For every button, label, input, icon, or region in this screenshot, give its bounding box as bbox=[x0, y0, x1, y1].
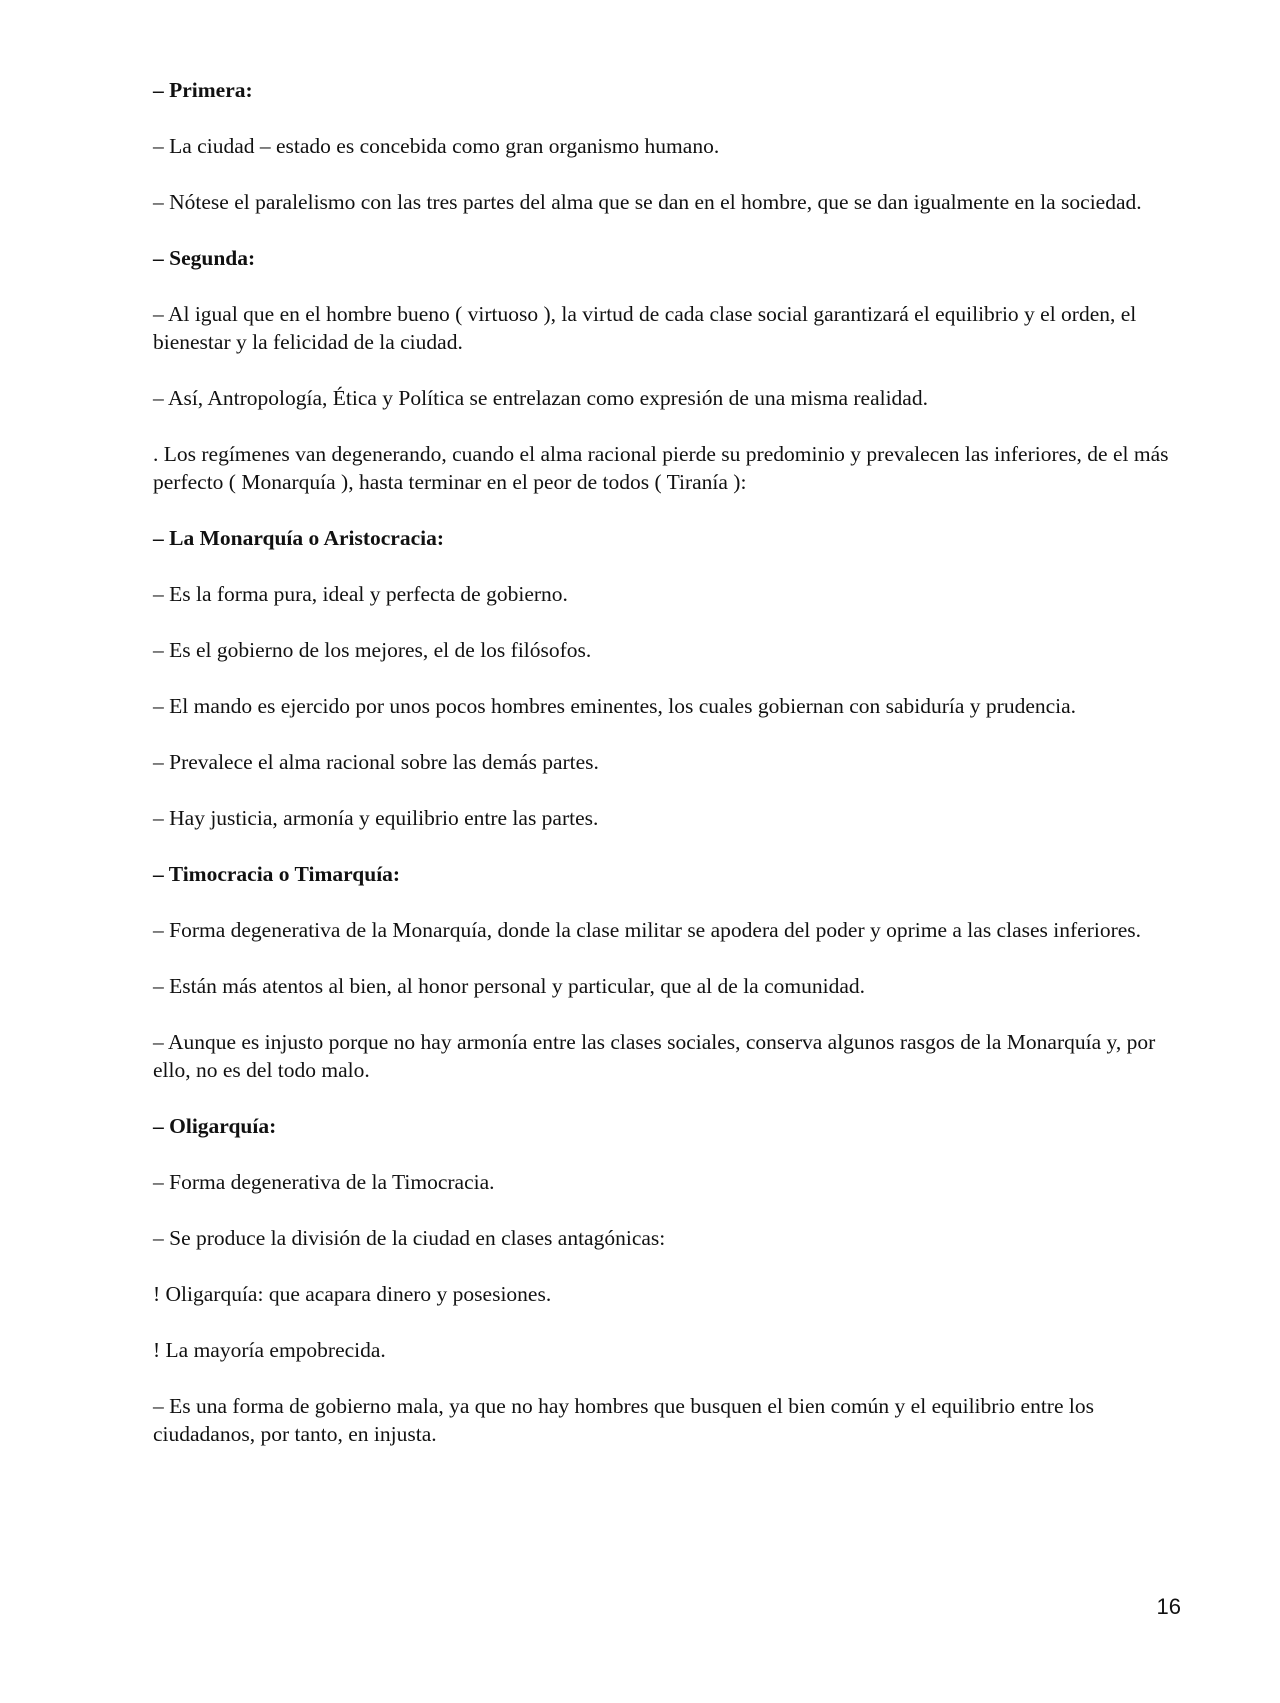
paragraph: – Forma degenerativa de la Monarquía, donde la clase militar se apodera del poder y oprime a las clases inferiores. bbox=[153, 918, 1142, 942]
page-number: 16 bbox=[1156, 1594, 1181, 1619]
paragraph: – Se produce la división de la ciudad en clases antagónicas: bbox=[153, 1226, 666, 1250]
page-body bbox=[153, 76, 1193, 1476]
section-heading-primera: – Primera: bbox=[153, 78, 253, 102]
paragraph: – Es el gobierno de los mejores, el de los filósofos. bbox=[153, 638, 592, 662]
list-item: ! Oligarquía: que acapara dinero y posesiones. bbox=[153, 1282, 552, 1306]
paragraph: – Así, Antropología, Ética y Política se entrelazan como expresión de una misma realidad. bbox=[153, 386, 928, 410]
paragraph: – La ciudad – estado es concebida como gran organismo humano. bbox=[153, 134, 720, 158]
paragraph: . Los regímenes van degenerando, cuando el alma racional pierde su predominio y prevalecen las inferiores, de el más perfecto ( Monarquía ), hasta terminar en el peor de todos ( Tiranía ): bbox=[153, 442, 1169, 494]
paragraph: – Es la forma pura, ideal y perfecta de gobierno. bbox=[153, 582, 568, 606]
section-heading-monarquia: – La Monarquía o Aristocracia: bbox=[153, 526, 445, 550]
paragraph: – Prevalece el alma racional sobre las demás partes. bbox=[153, 750, 599, 774]
paragraph: – Nótese el paralelismo con las tres partes del alma que se dan en el hombre, que se dan igualmente en la sociedad. bbox=[153, 190, 1142, 214]
paragraph: – Es una forma de gobierno mala, ya que no hay hombres que busquen el bien común y el equilibrio entre los ciudadanos, por tanto, en injusta. bbox=[153, 1394, 1094, 1446]
section-heading-oligarquia: – Oligarquía: bbox=[153, 1114, 277, 1138]
paragraph: – Aunque es injusto porque no hay armonía entre las clases sociales, conserva algunos rasgos de la Monarquía y, por ello, no es del todo malo. bbox=[153, 1030, 1156, 1082]
paragraph: – Hay justicia, armonía y equilibrio entre las partes. bbox=[153, 806, 599, 830]
paragraph: – Están más atentos al bien, al honor personal y particular, que al de la comunidad. bbox=[153, 974, 865, 998]
paragraph: – Forma degenerativa de la Timocracia. bbox=[153, 1170, 495, 1194]
paragraph: – Al igual que en el hombre bueno ( virtuoso ), la virtud de cada clase social garantizará el equilibrio y el orden, el bienestar y la felicidad de la ciudad. bbox=[153, 302, 1137, 354]
section-heading-timocracia: – Timocracia o Timarquía: bbox=[153, 862, 401, 886]
section-heading-segunda: – Segunda: bbox=[153, 246, 256, 270]
paragraph: – El mando es ejercido por unos pocos hombres eminentes, los cuales gobiernan con sabiduría y prudencia. bbox=[153, 694, 1077, 718]
list-item: ! La mayoría empobrecida. bbox=[153, 1338, 386, 1362]
